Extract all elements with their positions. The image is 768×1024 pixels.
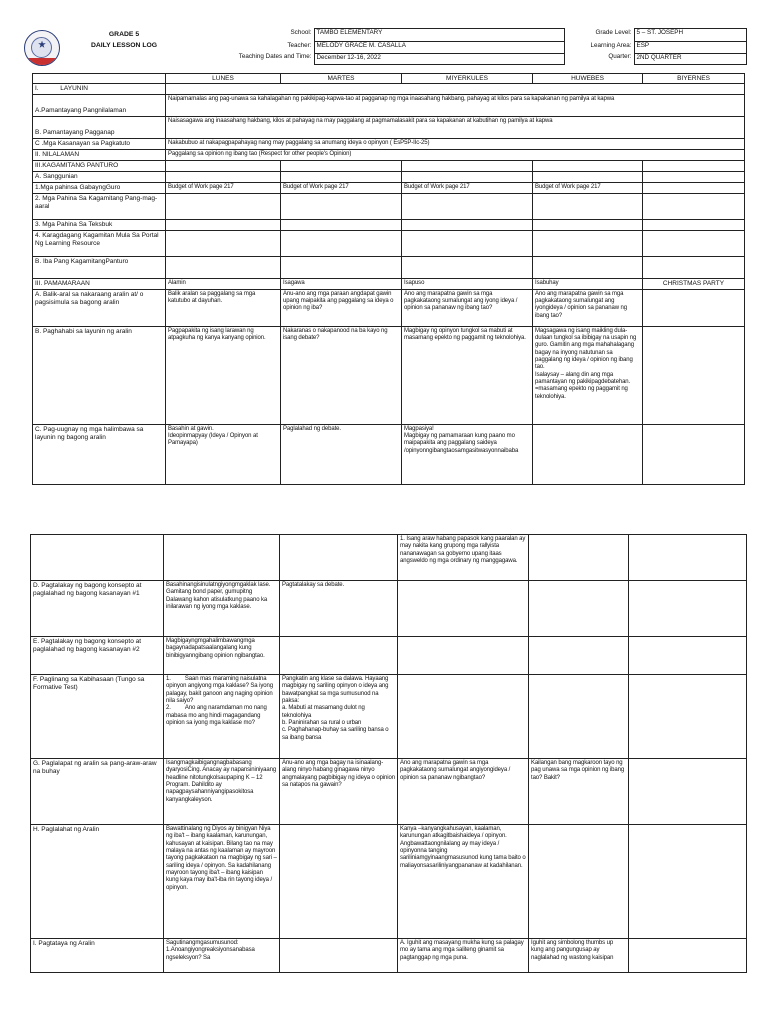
pagtalakay-1-cell: Basahinangisinulatngiyongmgaklak lase. Gamitang bond paper, gumupitng Dalawang kahon atisulatkung paano ka inilarawan ng iyong mga kaklase.	[164, 581, 280, 637]
deped-seal	[24, 29, 60, 67]
paghahabi-cell: Magsagawa ng isang maikling dula-dulaan tungkol sa ibibigay na usapin ng guro. Gamitin ang mga mahahalagang bagay na inyong natutunan sa paggalang ng ideya / opinion ng ibang tao. Isalaysay – alang din ang mga pamantayan ng pakikipagdebatehan. =masamang epekto ng paggamit ng teknolohiya.	[533, 326, 643, 424]
pagtalakay-1-cell	[629, 581, 747, 637]
continued-cell	[529, 535, 629, 581]
teksbuk-label: 3. Mga Pahina Sa Teksbuk	[33, 219, 166, 230]
deped-logo-icon	[24, 30, 60, 66]
paglinang-cell: Pangkatin ang klase sa dalawa. Hayaang magbigay ng sariling opinyon o ideya ang bawatpangkat sa mga sumusunod na paksa: a. Mabuti at masamang dulot ng teknolohiya b. Paninirahan sa rural o urban c. Paghahanap-buhay sa sariling bansa o sa ibang bansa	[280, 675, 398, 759]
paghahabi-cell: Pagpapakita ng isang larawan ng atpagkuha ng kanya kanyang opinion.	[166, 326, 281, 424]
day-biyernes: BIYERNES	[643, 73, 745, 84]
pagtalakay-2-cell: Magbigayngmgahalimbawangmga bagaynadapatsaalangalang kung binibigyanngibang opinion ngibangtao.	[164, 637, 280, 675]
pagtataya-cell: A. Iguhit ang masayang mukha kung sa palagay mo ay tama ang mga saliteng ginamit sa pagtanggap ng mga puna.	[398, 939, 529, 973]
paghahabi-cell: Magbigay ng opinyon tungkol sa mabuti at masamang epekto ng paggamit ng teknolohiya.	[402, 326, 533, 424]
pagtalakay-2-cell	[629, 637, 747, 675]
pagtataya-cell	[280, 939, 398, 973]
pagtalakay-2-cell	[398, 637, 529, 675]
dates-value: December 12-16, 2022	[314, 53, 564, 64]
paglinang-label: F. Paglinang sa Kabihasaan (Tungo sa Formative Test)	[31, 675, 164, 759]
continued-cell	[629, 535, 747, 581]
day-huwebes: HUWEBES	[533, 73, 643, 84]
continued-cell	[280, 535, 398, 581]
kasanayan-label: C .Mga Kasanayan sa Pagkatuto	[33, 139, 166, 150]
paglalapat-cell: Isangmagkaibigangnagbabasang dyaryosiCing. Anacay ay napansininiyaang headline nitotungkolsaupaping K – 12 Program. Dahildito ay napagpaysahanniyangipasokitosa kanyangkaleyson.	[164, 759, 280, 825]
balik-aral-cell: Anu-ano ang mga paraan angdapat gawin upang maipakita ang paggalang sa ideya o opinion ng iba?	[281, 289, 402, 326]
continued-cell: 1. Isang araw habang papasok kang paaralan ay may nakita kang grupong mga rallyista nananawagan sa gobyerno upang itaas angsweldo ng mga ordinary ng manggagawa.	[398, 535, 529, 581]
log-title: DAILY LESSON LOG	[90, 41, 158, 49]
pagtataya-label: I. Pagtataya ng Aralin	[31, 939, 164, 973]
balik-aral-label: A. Balik-aral sa nakaraang aralin at/ o pagsisimula sa bagong aralin	[33, 289, 166, 326]
paghahabi-label: B. Paghahabi sa layunin ng aralin	[33, 326, 166, 424]
teacher-value: MELODY GRACE M. CASALLA	[314, 42, 564, 53]
pamamaraan-cell: Alamin	[166, 278, 281, 289]
paglinang-cell: 1. Saan mas maraming naisulatna opinyon angiyong mga kaklase? Sa iyong palagay, bakit ganoon ang naging opinion nila saiyo? 2. Ano ang naramdaman mo nang mabasa mo ang hindi magagandang opinion sa iyong mga kaklase mo?	[164, 675, 280, 759]
pagtalakay-1-cell	[529, 581, 629, 637]
day-martes: MARTES	[281, 73, 402, 84]
iba-pang-kagamitan-label: B. Iba Pang KagamitangPanturo	[33, 256, 166, 278]
pagtalakay-1-cell	[398, 581, 529, 637]
gabay-cell: Budget of Work page 217	[533, 183, 643, 194]
pag-uugnay-cell: Paglalahad ng debate.	[281, 424, 402, 484]
balik-aral-cell: Balik aralan sa paggalang sa mga katutubo at dayuhan.	[166, 289, 281, 326]
nilalaman-text: Paggalang sa opinion ng ibang tao (Respect for other people's Opinion)	[166, 150, 745, 161]
nilalaman-label: II. NILALAMAN	[33, 150, 166, 161]
pag-uugnay-cell: Magpasiya! Magbigay ng pamamaraan kung paano mo maipapakita ang paggalang saideya /opinyonngibangtaosamgasitwasyonnaibaba	[402, 424, 533, 484]
paghahabi-cell	[643, 326, 745, 424]
gabay-cell: Budget of Work page 217	[166, 183, 281, 194]
days-row	[33, 73, 745, 84]
pagtalakay-1-label: D. Pagtalakay ng bagong konsepto at paglalahad ng bagong kasanayan #1	[31, 581, 164, 637]
school-label: School:	[290, 28, 312, 36]
lesson-table-1	[32, 73, 745, 485]
quarter-label: Quarter:	[608, 53, 632, 61]
pamantayang-pangnilalaman-text: Naipamamalas ang pag-unawa sa kahalagahan ng pakikipag-kapwa-tao at pagganap ng mga inaasahang hakbang, pahayag at kilos para sa kapakanan ng pamilya at kapwa	[166, 95, 745, 117]
paglalahat-label: H. Paglalahat ng Aralin	[31, 825, 164, 939]
pagtataya-cell: Sagutinangmgasumusunod: 1.Anoangiyongreaksiyonsanabasa ngseleksyon? Sa	[164, 939, 280, 973]
paglalapat-cell	[629, 759, 747, 825]
pamamaraan-cell: Isapuso	[402, 278, 533, 289]
pamamaraan-cell: Isabuhay	[533, 278, 643, 289]
balik-aral-cell: Ano ang marapatna gawin sa mga pagkakataong sumalungat ang iyong ideya / opinion sa pananaw ng ibang tao?	[402, 289, 533, 326]
pagtataya-cell: Iguhit ang simbolong thumbs up kung ang pangungusap ay naglalahad ng wastong kaisipan	[529, 939, 629, 973]
pagtalakay-2-label: E. Pagtalakay ng bagong konsepto at paglalahad ng bagong kasanayan #2	[31, 637, 164, 675]
day-miyerkules: MIYERKULES	[402, 73, 533, 84]
pamantayang-pangnilalaman-label: A.Pamantayang Pangnilalaman	[33, 95, 166, 117]
pamantayang-pagganap-text: Naisasagawa ang inaasahang hakbang, kilos at pahayag na may paggalang at pagmamalasakit para sa kapakanan at kabutihan ng pamilya at kapwa	[166, 117, 745, 139]
pag-uugnay-label: C. Pag-uugnay ng mga halimbawa sa layunin ng bagong aralin	[33, 424, 166, 484]
pamantayang-pagganap-label: B. Pamantayang Pagganap	[33, 117, 166, 139]
balik-aral-cell	[643, 289, 745, 326]
paglalapat-cell: Anu-ano ang mga bagay na isinaalang-alang ninyo habang ginagawa ninyo angmalayang pagbibigay ng ideya o opinion sa natapos na gawain?	[280, 759, 398, 825]
paglinang-cell	[398, 675, 529, 759]
pagtalakay-2-cell	[529, 637, 629, 675]
christmas-party-cell: CHRISTMAS PARTY	[643, 278, 745, 289]
sanggunian-label: A. Sanggunian	[33, 172, 166, 183]
paghahabi-cell: Nakaranas o nakapanood na ba kayo ng isang debate?	[281, 326, 402, 424]
grade-level-value: 5 – ST. JOSEPH	[634, 29, 746, 42]
pahina-label: 2. Mga Pahina Sa Kagamitang Pang-mag-aaral	[33, 193, 166, 219]
paglalahat-cell: Kanya –kanyangkahusayan, kaalaman, karunungan atkagitbaishaideya / opinyon. Angbawattaongnilalang ay may ideya / opinyonna tanging sariliniamgyinaangmasusunod kung tama baito o maliayonsasariliniyangpananaw at kadahilanan.	[398, 825, 529, 939]
pag-uugnay-cell	[643, 424, 745, 484]
quarter-value: 2ND QUARTER	[634, 53, 746, 64]
pagtalakay-2-cell	[280, 637, 398, 675]
teacher-label: Teacher:	[287, 41, 312, 49]
kasanayan-text: Nakabubuo at nakapagpapahayag nang may paggalang sa anumang ideya o opinyon ( EsP5P-IIc-25)	[166, 139, 745, 150]
lesson-log-page-2	[0, 534, 768, 973]
gabay-cell: Budget of Work page 217	[402, 183, 533, 194]
gabay-label: 1.Mga pahinsa GabayngGuro	[33, 183, 166, 194]
paglalahat-cell	[280, 825, 398, 939]
continued-cell	[164, 535, 280, 581]
learning-area-value: ESP	[634, 42, 746, 53]
pamamaraan-label: III. PAMAMARAAN	[33, 278, 166, 289]
kagamitan-label: III.KAGAMITANG PANTURO	[33, 161, 166, 172]
lesson-log-page-1	[0, 28, 768, 485]
pag-uugnay-cell: Basahin at gawin. Ideopinmapyay (Ideya / Opinyon at Pamayapa)	[166, 424, 281, 484]
paglalapat-cell: Ano ang marapatna gawin sa mga pagkakataong sumalungat angiyongideya / opinion sa pananaw ngibangtao?	[398, 759, 529, 825]
grade-title: GRADE 5	[108, 30, 140, 38]
day-lunes: LUNES	[166, 73, 281, 84]
paglalahat-cell	[529, 825, 629, 939]
gabay-cell: Budget of Work page 217	[281, 183, 402, 194]
paglalapat-label: G. Paglalapat ng aralin sa pang-araw-araw na buhay	[31, 759, 164, 825]
learning-area-label: Learning Area:	[590, 41, 632, 49]
learning-resource-label: 4. Karagdagang Kagamitan Mula Sa Portal Ng Learning Resource	[33, 230, 166, 256]
balik-aral-cell: Ano ang marapatna gawin sa mga pagkakataong sumalungat ang iyongideya / opinion sa pananaw ng ibang tao?	[533, 289, 643, 326]
gabay-cell	[643, 183, 745, 194]
layunin-heading: I. LAYUNIN	[33, 84, 166, 95]
pagtataya-cell	[629, 939, 747, 973]
paglinang-cell	[529, 675, 629, 759]
dates-label: Teaching Dates and Time:	[238, 53, 312, 61]
paglinang-cell	[629, 675, 747, 759]
paglalahat-cell	[629, 825, 747, 939]
header-table	[24, 28, 747, 67]
paglalahat-cell: Bawattinalang ng Diyos ay binigyan Niya ng iba't – ibang kaalaman, karunungan, kahusayan at kaisipan. Bilang tao na may malaya na antas ng kaalaman ay mayroon tayong pagkakataon na magbigay ng sari – sariling ideya / opinyon. Sa kadahilanang mayroon tayong iba't – ibang kaisipan kung kaya may iba't-iba rin tayong ideya / opinyon.	[164, 825, 280, 939]
school-value: TAMBO ELEMENTARY	[314, 29, 564, 42]
pagtalakay-1-cell: Pagtatalakay sa debate.	[280, 581, 398, 637]
paglalapat-cell: Kailangan bang magkaroon tayo ng pag unawa sa mga opinion ng ibang tao? Bakit?	[529, 759, 629, 825]
grade-level-label: Grade Level:	[595, 28, 632, 36]
lesson-table-2	[30, 534, 747, 973]
pag-uugnay-cell	[533, 424, 643, 484]
pamamaraan-cell: Isagawa	[281, 278, 402, 289]
